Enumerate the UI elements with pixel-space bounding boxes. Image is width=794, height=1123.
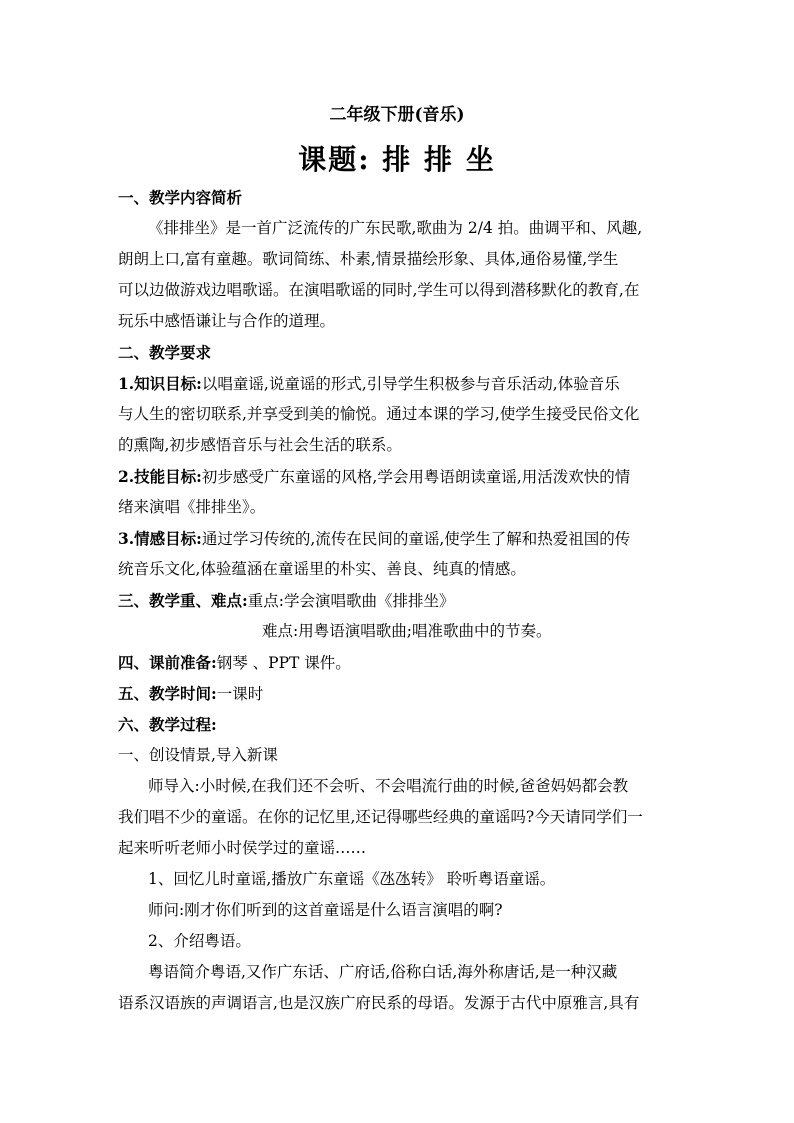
lesson-title: 课题: 排 排 坐 <box>298 143 496 176</box>
section-2-heading: 二、教学要求 <box>118 343 212 362</box>
section-4-text: 钢琴 、PPT 课件。 <box>216 654 351 672</box>
section-5-label: 五、教学时间: <box>118 684 217 703</box>
goal-skill <box>118 461 678 493</box>
paragraph-line: 绪来演唱《排排坐》。 <box>118 498 266 516</box>
section-3-label: 三、教学重、难点: <box>118 591 248 610</box>
question-line: 师问:刚才你们听到的这首童谣是什么语言演唱的啊? <box>148 901 503 919</box>
goal-label: 3.情感目标: <box>118 529 202 548</box>
section-5-text: 一课时 <box>216 685 264 703</box>
goal-label: 1.知识目标: <box>118 374 202 393</box>
step-line: 2、介绍粤语。 <box>148 932 251 950</box>
paragraph-line: 可以边做游戏边唱歌谣。在演唱歌谣的同时,学生可以得到潜移默化的教育,在 <box>118 281 640 299</box>
section-4-label: 四、课前准备: <box>118 653 217 672</box>
paragraph-line: 起来听听老师小时侯学过的童谣…… <box>118 839 367 857</box>
goal-text: 初步感受广东童谣的风格,学会用粤语朗读童谣,用活泼欢快的情 <box>201 468 631 486</box>
section-3 <box>118 585 678 617</box>
goal-text: 通过学习传统的,流传在民间的童谣,使学生了解和热爱祖国的传 <box>201 530 631 548</box>
paragraph-line: 我们唱不少的童谣。在你的记忆里,还记得哪些经典的童谣吗?今天请同学们一 <box>118 808 643 826</box>
paragraph-line: 师导入:小时候,在我们还不会听、不会唱流行曲的时候,爸爸妈妈都会教 <box>148 777 629 795</box>
goal-knowledge <box>118 368 678 400</box>
paragraph-line: 统音乐文化,体验蕴涵在童谣里的朴实、善良、纯真的情感。 <box>118 560 526 578</box>
section-4 <box>118 647 678 679</box>
grade-subtitle: 二年级下册(音乐) <box>329 105 465 125</box>
subsection-heading: 一、创设情景,导入新课 <box>118 746 278 764</box>
paragraph-line: 与人生的密切联系,并享受到美的愉悦。通过本课的学习,使学生接受民俗文化 <box>118 405 640 423</box>
paragraph-line: 的熏陶,初步感悟音乐与社会生活的联系。 <box>118 436 402 454</box>
section-1-heading: 一、教学内容简析 <box>118 188 243 207</box>
paragraph-line: 玩乐中感悟谦让与合作的道理。 <box>118 312 336 330</box>
goal-label: 2.技能目标: <box>118 467 202 486</box>
paragraph-line: 《排排坐》是一首广泛流传的广东民歌,歌曲为 2/4 拍。曲调平和、风趣, <box>148 219 643 237</box>
paragraph-line: 粤语简介粤语,又作广东话、广府话,俗称白话,海外称唐话,是一种汉藏 <box>148 963 618 981</box>
section-6-heading: 六、教学过程: <box>118 715 217 734</box>
goal-emotion <box>118 523 678 555</box>
step-line: 1、回忆儿时童谣,播放广东童谣《氹氹转》 聆听粤语童谣。 <box>148 870 556 888</box>
paragraph-line: 语系汉语族的声调语言,也是汉族广府民系的母语。发源于古代中原雅言,具有 <box>118 994 640 1012</box>
section-5 <box>118 678 678 710</box>
paragraph-line: 朗朗上口,富有童趣。歌词简练、朴素,情景描绘形象、具体,通俗易懂,学生 <box>118 250 619 268</box>
goal-text: 以唱童谣,说童谣的形式,引导学生积极参与音乐活动,体验音乐 <box>201 375 620 393</box>
focus-text: 重点:学会演唱歌曲《排排坐》 <box>247 592 455 610</box>
difficulty-text: 难点:用粤语演唱歌曲;唱准歌曲中的节奏。 <box>262 622 552 640</box>
